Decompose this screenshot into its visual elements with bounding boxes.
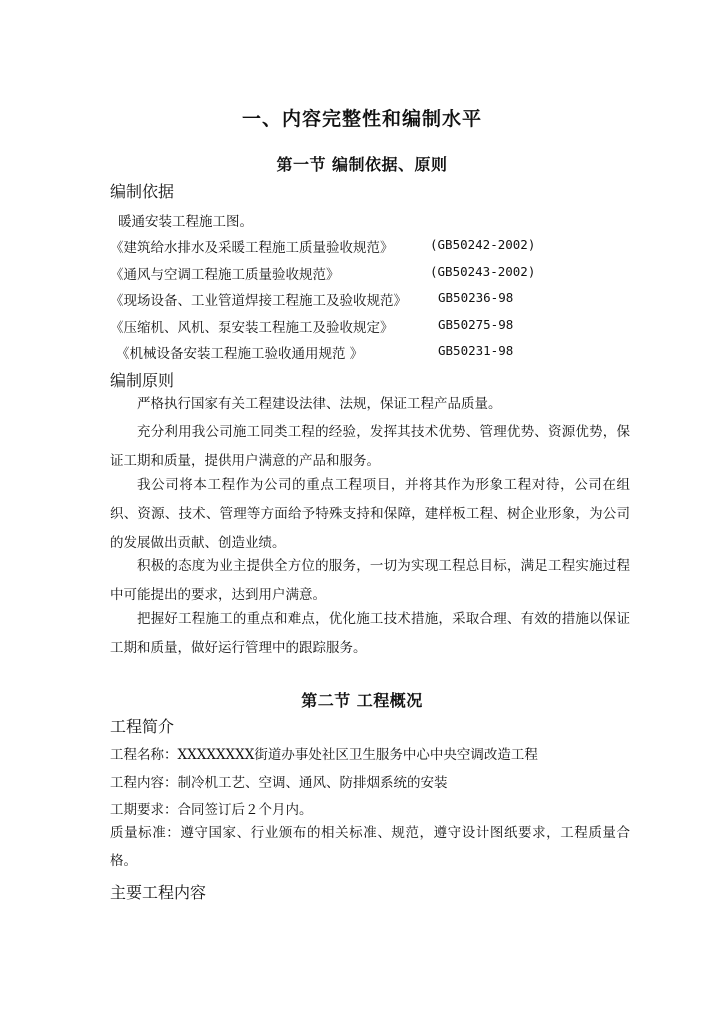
reference-code: GB50231-98 [438,343,514,358]
reference-title: 《现场设备、工业管道焊接工程施工及验收规范》 [110,293,407,309]
principle-paragraph: 严格执行国家有关工程建设法律、法规，保证工程产品质量。 [137,396,502,412]
principle-paragraph: 充分利用我公司施工同类工程的经验，发挥其技术优势、管理优势、资源优势，保证工期和质量，提供用户满意的产品和服务。 [110,424,630,469]
overview-heading: 工程简介 [110,717,175,736]
main-content-heading: 主要工程内容 [110,883,207,902]
principle-paragraph: 积极的态度为业主提供全方位的服务，一切为实现工程总目标，满足工程实施过程中可能提出的要求，达到用户满意。 [110,558,630,603]
principles-heading: 编制原则 [110,371,175,390]
project-content: 工程内容：制冷机工艺、空调、通风、防排烟系统的安装 [110,775,448,791]
reference-code: GB50236-98 [438,290,514,305]
reference-title: 《建筑给水排水及采暖工程施工质量验收规范》 [110,240,394,256]
reference-title: 《压缩机、风机、泵安装工程施工及验收规定》 [110,320,394,336]
reference-code: GB50275-98 [438,317,514,332]
project-schedule: 工期要求：合同签订后２个月内。 [110,802,313,818]
chapter-title: 一、内容完整性和编制水平 [241,108,482,130]
principle-paragraph: 把握好工程施工的重点和难点，优化施工技术措施，采取合理、有效的措施以保证工期和质量，做好运行管理中的跟踪服务。 [110,611,630,656]
project-name: 工程名称：XXXXXXXX街道办事处社区卫生服务中心中央空调改造工程 [110,747,538,763]
section2-title: 第二节 工程概况 [301,691,423,710]
reference-code: (GB50242-2002) [430,237,536,252]
reference-title: 《机械设备安装工程施工验收通用规范 》 [116,346,364,362]
basis-heading: 编制依据 [110,182,175,201]
principle-paragraph: 我公司将本工程作为公司的重点工程项目，并将其作为形象工程对待，公司在组织、资源、技术、管理等方面给予特殊支持和保障，建样板工程、树企业形象，为公司的发展做出贡献、创造业绩。 [110,477,630,551]
section1-title: 第一节 编制依据、原则 [276,155,448,174]
basis-intro: 暖通安装工程施工图。 [118,214,253,230]
reference-title: 《通风与空调工程施工质量验收规范》 [110,267,340,283]
quality-standard: 质量标准：遵守国家、行业颁布的相关标准、规范，遵守设计图纸要求，工程质量合格。 [110,825,630,869]
reference-code: (GB50243-2002) [430,264,536,279]
